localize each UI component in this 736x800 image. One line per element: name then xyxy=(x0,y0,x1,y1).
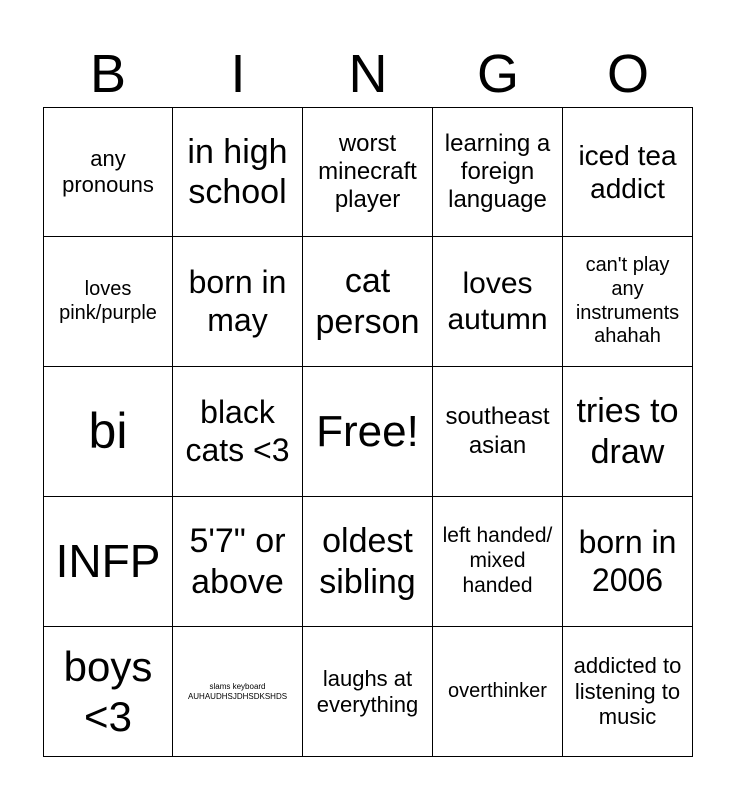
bingo-cell[interactable]: southeast asian xyxy=(433,367,563,497)
header-letter-n: N xyxy=(348,44,388,104)
bingo-cell[interactable]: in high school xyxy=(173,107,303,237)
header-letter-o: O xyxy=(606,44,649,104)
bingo-cell[interactable]: bi xyxy=(43,367,173,497)
bingo-cell[interactable]: INFP xyxy=(43,497,173,627)
bingo-cell[interactable]: can't play any instruments ahahah xyxy=(563,237,693,367)
bingo-cell[interactable]: loves autumn xyxy=(433,237,563,367)
bingo-cell[interactable]: 5'7" or above xyxy=(173,497,303,627)
header-letter-b: B xyxy=(89,44,127,104)
bingo-cell[interactable]: born in may xyxy=(173,237,303,367)
bingo-cell[interactable]: boys <3 xyxy=(43,627,173,757)
bingo-cell[interactable]: black cats <3 xyxy=(173,367,303,497)
bingo-header xyxy=(43,40,693,108)
bingo-cell[interactable]: addicted to listening to music xyxy=(563,627,693,757)
bingo-cell[interactable]: laughs at everything xyxy=(303,627,433,757)
bingo-cell[interactable]: slams keyboard AUHAUDHSJDHSDKSHDS xyxy=(173,627,303,757)
bingo-cell[interactable]: tries to draw xyxy=(563,367,693,497)
bingo-cell[interactable]: worst minecraft player xyxy=(303,107,433,237)
bingo-cell[interactable]: oldest sibling xyxy=(303,497,433,627)
bingo-cell[interactable]: cat person xyxy=(303,237,433,367)
bingo-cell[interactable]: any pronouns xyxy=(43,107,173,237)
header-letter-i: I xyxy=(230,44,246,104)
bingo-cell[interactable]: overthinker xyxy=(433,627,563,757)
bingo-cell[interactable]: loves pink/purple xyxy=(43,237,173,367)
bingo-cell[interactable]: learning a foreign language xyxy=(433,107,563,237)
bingo-cell[interactable]: Free! xyxy=(303,367,433,497)
header-letter-g: G xyxy=(476,44,519,104)
bingo-cell[interactable]: left handed/ mixed handed xyxy=(433,497,563,627)
bingo-cell[interactable]: iced tea addict xyxy=(563,107,693,237)
bingo-cell[interactable]: born in 2006 xyxy=(563,497,693,627)
bingo-board xyxy=(43,107,693,757)
